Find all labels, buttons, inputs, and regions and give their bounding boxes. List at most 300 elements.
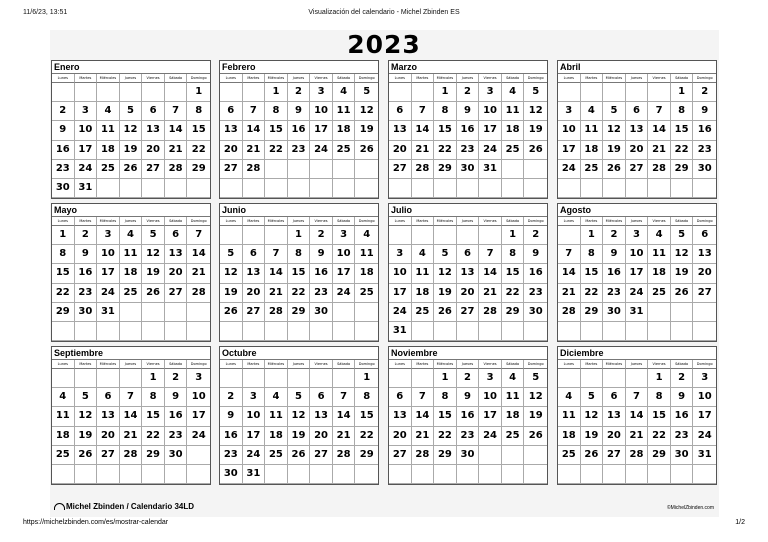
- empty-day-cell: [558, 322, 581, 341]
- empty-day-cell: [626, 179, 649, 198]
- day-cell: 17: [187, 407, 210, 426]
- month-name: Abril: [558, 61, 716, 74]
- day-cell: 17: [97, 264, 120, 283]
- day-cell: 22: [355, 427, 378, 446]
- empty-day-cell: [142, 322, 165, 341]
- empty-day-cell: [333, 179, 356, 198]
- day-cell: 6: [457, 245, 480, 264]
- day-cell: 27: [693, 284, 716, 303]
- day-cell: 27: [389, 446, 412, 465]
- day-cell: 1: [142, 369, 165, 388]
- day-cell: 28: [648, 160, 671, 179]
- page-url: https://michelzbinden.com/es/mostrar-calendar: [23, 519, 169, 526]
- empty-day-cell: [457, 465, 480, 484]
- weekday-header: Martes: [412, 74, 435, 83]
- day-cell: 30: [693, 160, 716, 179]
- day-cell: 19: [434, 284, 457, 303]
- empty-day-cell: [693, 465, 716, 484]
- day-cell: 11: [581, 121, 604, 140]
- empty-day-cell: [142, 465, 165, 484]
- day-cell: 3: [97, 226, 120, 245]
- day-cell: 13: [603, 407, 626, 426]
- day-cell: 21: [558, 284, 581, 303]
- day-cell: 2: [524, 226, 547, 245]
- day-cell: 20: [220, 141, 243, 160]
- day-cell: 3: [479, 369, 502, 388]
- day-cell: 17: [479, 121, 502, 140]
- weekday-header: Jueves: [626, 217, 649, 226]
- day-cell: 8: [434, 388, 457, 407]
- day-cell: 14: [412, 121, 435, 140]
- day-cell: 18: [52, 427, 75, 446]
- empty-day-cell: [142, 83, 165, 102]
- day-cell: 2: [671, 369, 694, 388]
- day-cell: 30: [220, 465, 243, 484]
- day-cell: 8: [265, 102, 288, 121]
- empty-day-cell: [265, 160, 288, 179]
- day-cell: 20: [389, 427, 412, 446]
- weekday-header: Miércoles: [97, 360, 120, 369]
- day-cell: 19: [220, 284, 243, 303]
- weekday-header: Domingo: [693, 74, 716, 83]
- day-cell: 25: [558, 446, 581, 465]
- day-cell: 7: [243, 102, 266, 121]
- day-cell: 14: [626, 407, 649, 426]
- weekday-header: Jueves: [288, 217, 311, 226]
- day-cell: 22: [434, 427, 457, 446]
- empty-day-cell: [120, 369, 143, 388]
- day-cell: 7: [265, 245, 288, 264]
- empty-day-cell: [434, 465, 457, 484]
- weekday-header: Viernes: [142, 74, 165, 83]
- empty-day-cell: [265, 322, 288, 341]
- day-cell: 12: [220, 264, 243, 283]
- day-cell: 24: [626, 284, 649, 303]
- empty-day-cell: [671, 303, 694, 322]
- empty-day-cell: [355, 160, 378, 179]
- day-cell: 14: [333, 407, 356, 426]
- month-name: Octubre: [220, 347, 378, 360]
- day-cell: 26: [671, 284, 694, 303]
- day-cell: 21: [648, 141, 671, 160]
- weekday-header: Miércoles: [434, 217, 457, 226]
- empty-day-cell: [333, 322, 356, 341]
- day-cell: 27: [142, 160, 165, 179]
- day-cell: 6: [97, 388, 120, 407]
- weekday-header: Sábado: [333, 217, 356, 226]
- day-cell: 29: [648, 446, 671, 465]
- day-cell: 8: [434, 102, 457, 121]
- day-cell: 24: [558, 160, 581, 179]
- weekday-header: Martes: [75, 360, 98, 369]
- weekday-header: Sábado: [671, 360, 694, 369]
- day-cell: 2: [457, 83, 480, 102]
- day-cell: 10: [75, 121, 98, 140]
- empty-day-cell: [220, 226, 243, 245]
- weekday-header: Martes: [243, 360, 266, 369]
- day-cell: 10: [479, 102, 502, 121]
- day-cell: 3: [479, 83, 502, 102]
- day-cell: 10: [389, 264, 412, 283]
- empty-day-cell: [355, 303, 378, 322]
- weekday-header-row: [389, 74, 547, 83]
- weekday-header: Jueves: [288, 360, 311, 369]
- empty-day-cell: [457, 322, 480, 341]
- empty-day-cell: [502, 160, 525, 179]
- empty-day-cell: [558, 369, 581, 388]
- day-cell: 28: [265, 303, 288, 322]
- month-noviembre: [388, 346, 548, 485]
- weekday-header: Jueves: [288, 74, 311, 83]
- empty-day-cell: [75, 322, 98, 341]
- day-cell: 19: [581, 427, 604, 446]
- day-cell: 31: [389, 322, 412, 341]
- empty-day-cell: [412, 83, 435, 102]
- day-cell: 7: [412, 102, 435, 121]
- day-cell: 6: [626, 102, 649, 121]
- month-name: Noviembre: [389, 347, 547, 360]
- day-cell: 4: [265, 388, 288, 407]
- day-cell: 23: [671, 427, 694, 446]
- empty-day-cell: [479, 446, 502, 465]
- day-cell: 15: [581, 264, 604, 283]
- day-cell: 16: [165, 407, 188, 426]
- day-cell: 27: [626, 160, 649, 179]
- empty-day-cell: [502, 465, 525, 484]
- day-cell: 21: [187, 264, 210, 283]
- weekday-header: Jueves: [457, 74, 480, 83]
- empty-day-cell: [603, 322, 626, 341]
- empty-day-cell: [52, 465, 75, 484]
- day-cell: 24: [479, 427, 502, 446]
- day-cell: 9: [220, 407, 243, 426]
- day-cell: 5: [355, 83, 378, 102]
- day-cell: 21: [265, 284, 288, 303]
- day-cell: 3: [187, 369, 210, 388]
- empty-day-cell: [75, 465, 98, 484]
- day-cell: 8: [648, 388, 671, 407]
- day-cell: 18: [648, 264, 671, 283]
- empty-day-cell: [288, 369, 311, 388]
- weekday-header: Martes: [412, 217, 435, 226]
- day-cell: 1: [581, 226, 604, 245]
- day-cell: 6: [165, 226, 188, 245]
- month-diciembre: [557, 346, 717, 485]
- empty-day-cell: [693, 303, 716, 322]
- empty-day-cell: [120, 322, 143, 341]
- empty-day-cell: [355, 465, 378, 484]
- day-cell: 9: [310, 245, 333, 264]
- day-cell: 25: [97, 160, 120, 179]
- weekday-header: Jueves: [120, 74, 143, 83]
- day-cell: 19: [671, 264, 694, 283]
- day-cell: 19: [524, 121, 547, 140]
- day-cell: 26: [75, 446, 98, 465]
- day-cell: 11: [120, 245, 143, 264]
- day-cell: 18: [333, 121, 356, 140]
- day-cell: 17: [558, 141, 581, 160]
- day-cell: 11: [355, 245, 378, 264]
- empty-day-cell: [434, 179, 457, 198]
- empty-day-cell: [165, 83, 188, 102]
- empty-day-cell: [671, 322, 694, 341]
- day-cell: 27: [220, 160, 243, 179]
- day-cell: 13: [389, 407, 412, 426]
- day-cell: 19: [120, 141, 143, 160]
- day-cell: 28: [333, 446, 356, 465]
- day-cell: 29: [434, 446, 457, 465]
- weekday-header: Sábado: [671, 74, 694, 83]
- empty-day-cell: [120, 179, 143, 198]
- empty-day-cell: [502, 446, 525, 465]
- day-cell: 8: [142, 388, 165, 407]
- day-cell: 21: [479, 284, 502, 303]
- day-cell: 9: [457, 388, 480, 407]
- day-cell: 18: [120, 264, 143, 283]
- day-cell: 25: [581, 160, 604, 179]
- day-cell: 13: [389, 121, 412, 140]
- empty-day-cell: [187, 465, 210, 484]
- day-cell: 21: [333, 427, 356, 446]
- day-cell: 25: [120, 284, 143, 303]
- day-cell: 12: [581, 407, 604, 426]
- weekday-header: Sábado: [165, 360, 188, 369]
- day-cell: 12: [603, 121, 626, 140]
- empty-day-cell: [671, 465, 694, 484]
- weekday-header: Martes: [581, 74, 604, 83]
- day-cell: 6: [220, 102, 243, 121]
- empty-day-cell: [603, 179, 626, 198]
- day-cell: 18: [412, 284, 435, 303]
- day-cell: 14: [412, 407, 435, 426]
- weekday-header: Lunes: [220, 217, 243, 226]
- day-cell: 30: [75, 303, 98, 322]
- empty-day-cell: [265, 369, 288, 388]
- empty-day-cell: [310, 160, 333, 179]
- day-cell: 28: [187, 284, 210, 303]
- day-cell: 22: [142, 427, 165, 446]
- day-cell: 26: [434, 303, 457, 322]
- day-cell: 20: [693, 264, 716, 283]
- empty-day-cell: [288, 322, 311, 341]
- day-cell: 4: [333, 83, 356, 102]
- day-cell: 6: [243, 245, 266, 264]
- day-cell: 23: [165, 427, 188, 446]
- weekday-header: Jueves: [457, 360, 480, 369]
- weekday-header: Viernes: [648, 74, 671, 83]
- day-cell: 23: [457, 427, 480, 446]
- day-cell: 29: [671, 160, 694, 179]
- day-cell: 27: [457, 303, 480, 322]
- day-cell: 27: [165, 284, 188, 303]
- day-cell: 10: [479, 388, 502, 407]
- day-cell: 28: [120, 446, 143, 465]
- empty-day-cell: [142, 303, 165, 322]
- day-cell: 16: [310, 264, 333, 283]
- empty-day-cell: [558, 179, 581, 198]
- day-cell: 24: [310, 141, 333, 160]
- day-cell: 11: [412, 264, 435, 283]
- day-cell: 7: [626, 388, 649, 407]
- day-cell: 26: [220, 303, 243, 322]
- day-cell: 23: [220, 446, 243, 465]
- empty-day-cell: [310, 322, 333, 341]
- day-cell: 9: [457, 102, 480, 121]
- day-cell: 25: [355, 284, 378, 303]
- weekday-header: Miércoles: [265, 217, 288, 226]
- day-cell: 26: [581, 446, 604, 465]
- day-cell: 17: [310, 121, 333, 140]
- empty-day-cell: [648, 179, 671, 198]
- day-cell: 19: [288, 427, 311, 446]
- day-cell: 23: [288, 141, 311, 160]
- day-cell: 15: [434, 407, 457, 426]
- day-cell: 7: [479, 245, 502, 264]
- empty-day-cell: [479, 322, 502, 341]
- day-cell: 20: [310, 427, 333, 446]
- empty-day-cell: [97, 83, 120, 102]
- day-cell: 31: [97, 303, 120, 322]
- empty-day-cell: [558, 465, 581, 484]
- day-grid: [52, 226, 210, 341]
- weekday-header: Viernes: [310, 217, 333, 226]
- weekday-header: Jueves: [120, 360, 143, 369]
- weekday-header: Sábado: [502, 360, 525, 369]
- weekday-header: Domingo: [524, 74, 547, 83]
- day-cell: 16: [288, 121, 311, 140]
- day-cell: 29: [434, 160, 457, 179]
- day-cell: 11: [502, 388, 525, 407]
- day-cell: 28: [165, 160, 188, 179]
- day-cell: 18: [502, 121, 525, 140]
- weekday-header: Lunes: [558, 74, 581, 83]
- day-cell: 16: [75, 264, 98, 283]
- day-cell: 5: [581, 388, 604, 407]
- day-cell: 24: [243, 446, 266, 465]
- day-cell: 13: [220, 121, 243, 140]
- day-cell: 23: [52, 160, 75, 179]
- empty-day-cell: [626, 322, 649, 341]
- day-grid: [558, 226, 716, 341]
- empty-day-cell: [457, 226, 480, 245]
- weekday-header: Viernes: [479, 74, 502, 83]
- day-cell: 25: [648, 284, 671, 303]
- day-cell: 17: [479, 407, 502, 426]
- day-cell: 15: [187, 121, 210, 140]
- empty-day-cell: [603, 83, 626, 102]
- weekday-header: Domingo: [355, 360, 378, 369]
- empty-day-cell: [52, 83, 75, 102]
- day-cell: 28: [412, 160, 435, 179]
- empty-day-cell: [333, 303, 356, 322]
- weekday-header: Miércoles: [603, 360, 626, 369]
- weekday-header: Miércoles: [265, 74, 288, 83]
- month-name: Mayo: [52, 204, 210, 217]
- day-cell: 8: [581, 245, 604, 264]
- day-cell: 28: [412, 446, 435, 465]
- day-cell: 12: [524, 102, 547, 121]
- month-agosto: [557, 203, 717, 342]
- day-cell: 15: [671, 121, 694, 140]
- day-cell: 31: [626, 303, 649, 322]
- day-cell: 24: [75, 160, 98, 179]
- weekday-header: Sábado: [502, 217, 525, 226]
- weekday-header: Jueves: [457, 217, 480, 226]
- empty-day-cell: [479, 179, 502, 198]
- weekday-header: Miércoles: [603, 74, 626, 83]
- day-cell: 30: [524, 303, 547, 322]
- day-cell: 16: [52, 141, 75, 160]
- weekday-header: Viernes: [648, 360, 671, 369]
- empty-day-cell: [288, 179, 311, 198]
- day-grid: [52, 369, 210, 484]
- weekday-header: Domingo: [693, 360, 716, 369]
- empty-day-cell: [52, 369, 75, 388]
- weekday-header: Viernes: [310, 360, 333, 369]
- day-cell: 20: [142, 141, 165, 160]
- day-cell: 7: [165, 102, 188, 121]
- day-cell: 8: [355, 388, 378, 407]
- day-cell: 17: [75, 141, 98, 160]
- empty-day-cell: [355, 322, 378, 341]
- day-cell: 23: [457, 141, 480, 160]
- day-cell: 3: [558, 102, 581, 121]
- day-cell: 9: [75, 245, 98, 264]
- empty-day-cell: [693, 179, 716, 198]
- day-cell: 21: [626, 427, 649, 446]
- footer-brand: [54, 502, 194, 511]
- empty-day-cell: [165, 179, 188, 198]
- day-cell: 5: [603, 102, 626, 121]
- day-cell: 7: [187, 226, 210, 245]
- empty-day-cell: [389, 179, 412, 198]
- day-cell: 4: [558, 388, 581, 407]
- day-grid: [389, 226, 547, 341]
- weekday-header: Domingo: [355, 74, 378, 83]
- day-cell: 15: [52, 264, 75, 283]
- day-cell: 18: [265, 427, 288, 446]
- day-cell: 3: [693, 369, 716, 388]
- day-cell: 2: [603, 226, 626, 245]
- day-cell: 28: [558, 303, 581, 322]
- day-cell: 13: [142, 121, 165, 140]
- day-cell: 9: [671, 388, 694, 407]
- day-cell: 22: [671, 141, 694, 160]
- day-cell: 31: [75, 179, 98, 198]
- empty-day-cell: [165, 303, 188, 322]
- day-cell: 11: [52, 407, 75, 426]
- weekday-header: Viernes: [479, 217, 502, 226]
- empty-day-cell: [581, 322, 604, 341]
- day-cell: 22: [288, 284, 311, 303]
- weekday-header: Jueves: [626, 360, 649, 369]
- weekday-header-row: [220, 360, 378, 369]
- day-cell: 5: [75, 388, 98, 407]
- day-cell: 5: [288, 388, 311, 407]
- day-cell: 25: [502, 141, 525, 160]
- day-cell: 11: [97, 121, 120, 140]
- day-cell: 11: [648, 245, 671, 264]
- day-cell: 21: [243, 141, 266, 160]
- weekday-header: Martes: [75, 74, 98, 83]
- day-cell: 1: [671, 83, 694, 102]
- day-cell: 15: [355, 407, 378, 426]
- day-cell: 25: [333, 141, 356, 160]
- empty-day-cell: [412, 179, 435, 198]
- day-cell: 18: [502, 407, 525, 426]
- empty-day-cell: [220, 179, 243, 198]
- day-cell: 16: [457, 407, 480, 426]
